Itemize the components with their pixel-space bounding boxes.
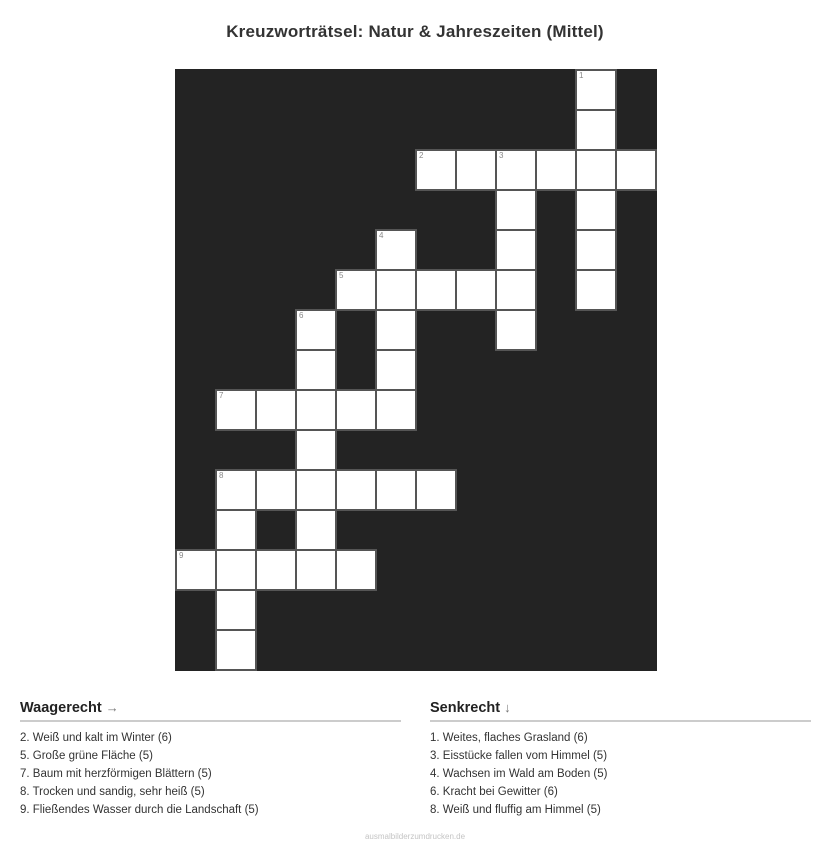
down-heading: [430, 700, 811, 722]
cell-number: 7: [219, 391, 224, 400]
grid-cell: [295, 349, 337, 391]
down-arrow-icon: ↓: [504, 700, 511, 715]
grid-cell: [495, 189, 537, 231]
grid-cell: [375, 269, 417, 311]
across-clue-item: 9. Fließendes Wasser durch die Landschaft (5): [20, 804, 259, 816]
cell-number: 3: [499, 151, 504, 160]
grid-cell: [535, 149, 577, 191]
grid-cell: [415, 149, 457, 191]
grid-cell: [495, 229, 537, 271]
grid-cell: [335, 469, 377, 511]
grid-cell: [215, 469, 257, 511]
grid-cell: [215, 549, 257, 591]
across-clue-item: 8. Trocken und sandig, sehr heiß (5): [20, 786, 205, 798]
grid-cell: [415, 469, 457, 511]
across-clue-item: 2. Weiß und kalt im Winter (6): [20, 732, 172, 744]
grid-cell: [495, 149, 537, 191]
down-clue-item: 6. Kracht bei Gewitter (6): [430, 786, 558, 798]
grid-cell: [575, 69, 617, 111]
across-clue-item: 7. Baum mit herzförmigen Blättern (5): [20, 768, 212, 780]
grid-cell: [375, 349, 417, 391]
grid-cell: [295, 389, 337, 431]
grid-cell: [575, 189, 617, 231]
grid-cell: [295, 469, 337, 511]
down-clues-section: [430, 700, 811, 819]
grid-cell: [455, 269, 497, 311]
grid-cell: [335, 389, 377, 431]
grid-cell: [255, 549, 297, 591]
down-clue-item: 8. Weiß und fluffig am Himmel (5): [430, 804, 601, 816]
grid-cell: [375, 389, 417, 431]
across-clue-list: [20, 729, 401, 819]
grid-cell: [375, 309, 417, 351]
across-clue-item: 5. Große grüne Fläche (5): [20, 750, 153, 762]
grid-cell: [215, 589, 257, 631]
grid-cell: [175, 549, 217, 591]
grid-cell: [375, 229, 417, 271]
grid-cell: [215, 389, 257, 431]
grid-cell: [575, 109, 617, 151]
grid-cell: [255, 469, 297, 511]
grid-cell: [215, 629, 257, 671]
grid-cell: [375, 469, 417, 511]
grid-cell: [295, 549, 337, 591]
grid-cell: [495, 309, 537, 351]
across-heading-label: Waagerecht: [20, 700, 102, 716]
grid-cell: [455, 149, 497, 191]
cell-number: 4: [379, 231, 384, 240]
down-clue-item: 4. Wachsen im Wald am Boden (5): [430, 768, 608, 780]
down-clue-list: [430, 729, 811, 819]
grid-cell: [295, 509, 337, 551]
grid-cell: [495, 269, 537, 311]
down-clue-item: 3. Eisstücke fallen vom Himmel (5): [430, 750, 608, 762]
cell-number: 9: [179, 551, 184, 560]
grid-cell: [335, 269, 377, 311]
grid-cell: [575, 229, 617, 271]
cell-number: 2: [419, 151, 424, 160]
cell-number: 5: [339, 271, 344, 280]
grid-cell: [575, 149, 617, 191]
grid-cell: [615, 149, 657, 191]
right-arrow-icon: →: [105, 700, 119, 715]
across-clues-section: [20, 700, 401, 819]
down-heading-label: Senkrecht: [430, 700, 501, 716]
grid-cell: [255, 389, 297, 431]
grid-cell: [295, 309, 337, 351]
grid-cell: [295, 429, 337, 471]
cell-number: 1: [579, 71, 584, 80]
down-clue-item: 1. Weites, flaches Grasland (6): [430, 732, 588, 744]
grid-cell: [215, 509, 257, 551]
grid-cell: [335, 549, 377, 591]
grid-cell: [415, 269, 457, 311]
crossword-grid: [175, 69, 657, 671]
page-title: Kreuzworträtsel: Natur & Jahreszeiten (Mittel): [226, 22, 604, 41]
grid-cell: [575, 269, 617, 311]
cell-number: 6: [299, 311, 304, 320]
cell-number: 8: [219, 471, 224, 480]
watermark: ausmalbilderzumdrucken.de: [364, 832, 466, 841]
across-heading: [20, 700, 401, 722]
